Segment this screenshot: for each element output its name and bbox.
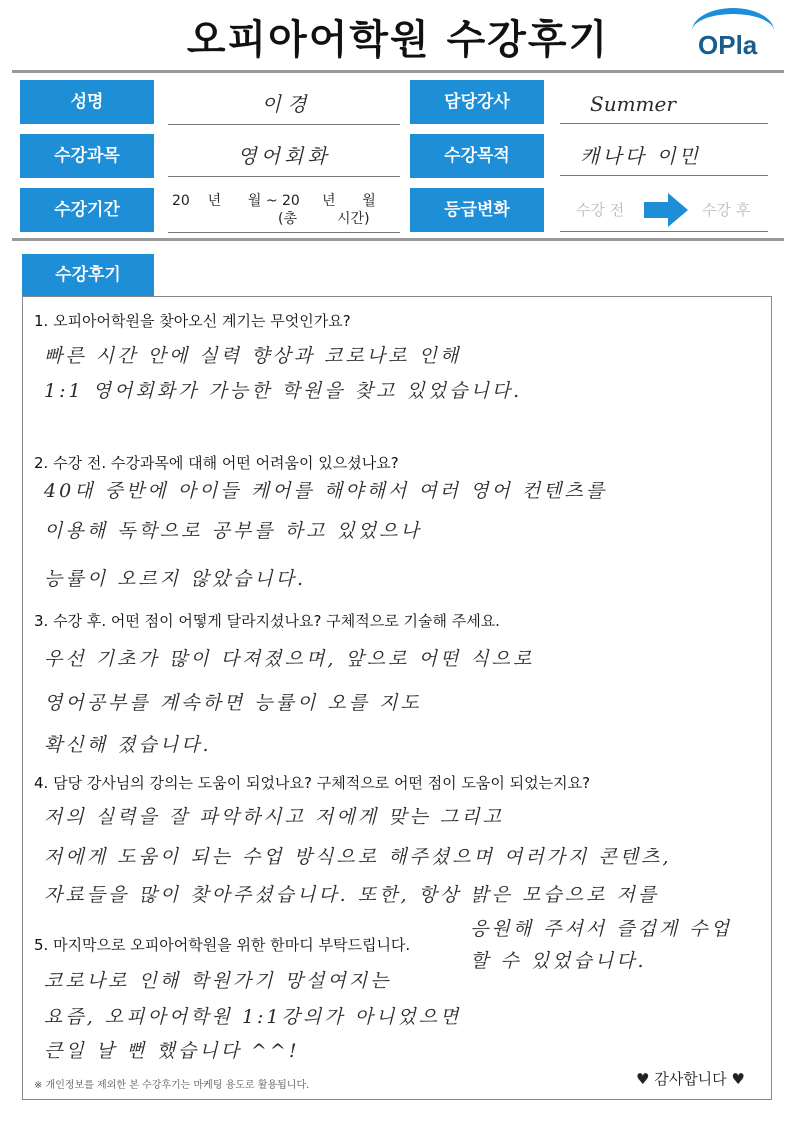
teacher-label: 담당강사 bbox=[410, 80, 544, 124]
arrow-right-icon bbox=[644, 193, 688, 227]
period-line-2: (총 시간) bbox=[278, 211, 370, 227]
review-tab: 수강후기 bbox=[22, 254, 154, 296]
period-value bbox=[168, 190, 400, 233]
question-5: 5. 마지막으로 오피아어학원을 위한 한마디 부탁드립니다. bbox=[34, 936, 411, 954]
logo-text: OPla bbox=[698, 30, 758, 60]
period-line-1: 20 년 월 ~ 20 년 월 bbox=[172, 193, 376, 209]
page-title: 오피아어학원 수강후기 bbox=[186, 17, 610, 63]
answer-5-line-1: 코로나로 인해 학원가기 망설여지는 bbox=[44, 970, 392, 992]
period-label: 수강기간 bbox=[20, 188, 154, 232]
answer-1-line-1: 빠른 시간 안에 실력 향상과 코로나로 인해 bbox=[44, 345, 462, 367]
answer-1-line-2: 1:1 영어회화가 가능한 학원을 찾고 있었습니다. bbox=[44, 380, 523, 402]
name-value: 이 경 bbox=[168, 84, 400, 125]
answer-3-line-2: 영어공부를 계속하면 능률이 오를 지도 bbox=[44, 692, 422, 714]
answer-4-line-1: 저의 실력을 잘 파악하시고 저에게 맞는 그리고 bbox=[44, 806, 504, 828]
question-4: 4. 담당 강사님의 강의는 도움이 되었나요? 구체적으로 어떤 점이 도움이 되었는지요? bbox=[34, 774, 591, 792]
teacher-value: Summer bbox=[560, 84, 768, 124]
answer-3-line-3: 확신해 졌습니다. bbox=[44, 734, 212, 756]
purpose-value: 캐나다 이민 bbox=[560, 136, 768, 176]
top-rule bbox=[12, 70, 784, 73]
course-label: 수강과목 bbox=[20, 134, 154, 178]
grade-label: 등급변화 bbox=[410, 188, 544, 232]
answer-2-line-3: 능률이 오르지 않았습니다. bbox=[44, 568, 307, 590]
purpose-label: 수강목적 bbox=[410, 134, 544, 178]
answer-4-line-5: 할 수 있었습니다. bbox=[470, 950, 647, 972]
privacy-note: ※ 개인정보를 제외한 본 수강후기는 마케팅 용도로 활용됩니다. bbox=[34, 1080, 310, 1091]
answer-5-line-3: 큰일 날 뻔 했습니다 ^^! bbox=[44, 1040, 300, 1062]
answer-2-line-1: 40대 중반에 아이들 케어를 해야해서 여러 영어 컨텐츠를 bbox=[44, 480, 608, 502]
answer-4-line-3: 자료들을 많이 찾아주셨습니다. 또한, 항상 밝은 모습으로 저를 bbox=[44, 884, 660, 906]
name-label: 성명 bbox=[20, 80, 154, 124]
grade-before: 수강 전 bbox=[576, 201, 625, 219]
answer-4-line-2: 저에게 도움이 되는 수업 방식으로 해주셨으며 여러가지 콘텐츠, bbox=[44, 846, 672, 868]
answer-3-line-1: 우선 기초가 많이 다져졌으며, 앞으로 어떤 식으로 bbox=[44, 648, 535, 670]
answer-2-line-2: 이용해 독학으로 공부를 하고 있었으나 bbox=[44, 520, 422, 542]
question-3: 3. 수강 후. 어떤 점이 어떻게 달라지셨나요? 구체적으로 기술해 주세요. bbox=[34, 612, 500, 630]
question-2: 2. 수강 전. 수강과목에 대해 어떤 어려움이 있으셨나요? bbox=[34, 454, 399, 472]
grade-after: 수강 후 bbox=[702, 201, 751, 219]
thanks-text: ♥ 감사합니다 ♥ bbox=[636, 1070, 745, 1088]
form-bottom-rule bbox=[12, 238, 784, 241]
opia-logo bbox=[690, 8, 782, 68]
course-value: 영어회화 bbox=[168, 136, 400, 177]
answer-5-line-2: 요즘, 오피아어학원 1:1강의가 아니었으면 bbox=[44, 1006, 462, 1028]
question-1: 1. 오피아어학원을 찾아오신 계기는 무엇인가요? bbox=[34, 312, 351, 330]
answer-4-line-4: 응원해 주셔서 즐겁게 수업 bbox=[470, 918, 733, 940]
